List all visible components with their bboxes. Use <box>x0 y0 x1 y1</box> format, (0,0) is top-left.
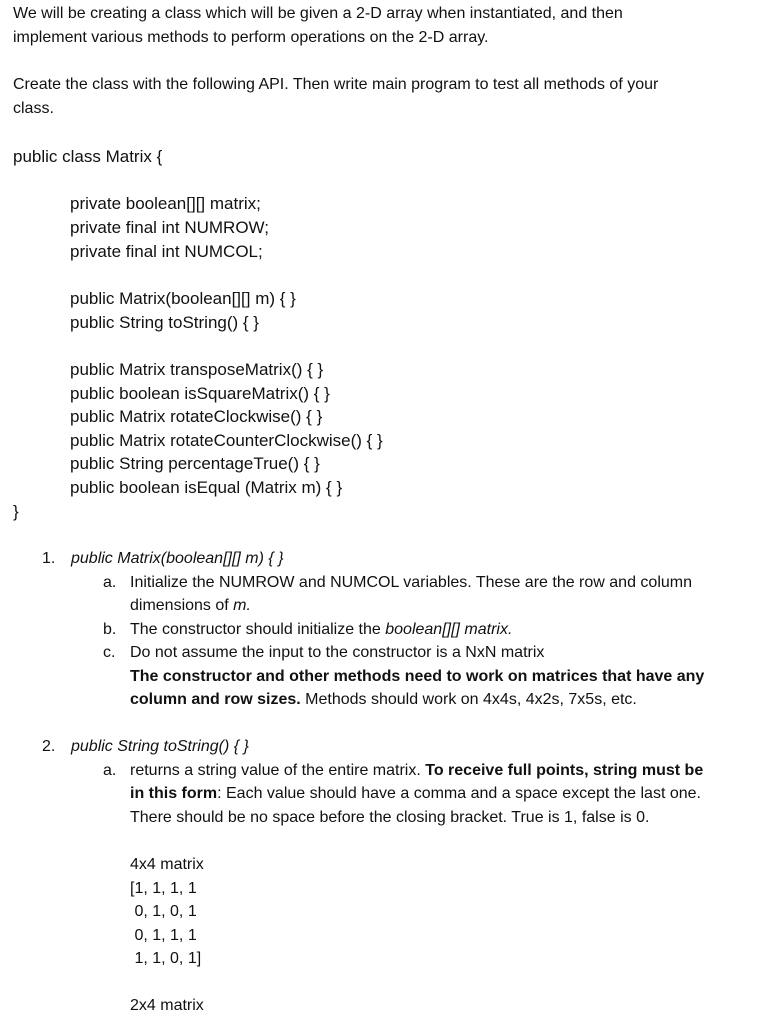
item-2a-line-3: There should be no space before the closing bracket. True is 1, false is 0. <box>130 809 650 826</box>
item-2-number: 2. <box>42 738 56 755</box>
example-row-1: [1, 1, 1, 1 <box>130 880 197 897</box>
intro-line-4: class. <box>13 100 54 117</box>
method-transpose: public Matrix transposeMatrix() { } <box>70 360 324 379</box>
field-numrow: private final int NUMROW; <box>70 218 270 237</box>
intro-line-3: Create the class with the following API. Then write main program to test all methods of your <box>13 76 659 93</box>
example-row-3: 0, 1, 1, 1 <box>130 927 197 944</box>
method-is-square: public boolean isSquareMatrix() { } <box>70 384 330 403</box>
method-rotate-cw: public Matrix rotateClockwise() { } <box>70 407 323 426</box>
item-1a-text: dimensions of <box>130 597 234 614</box>
item-1c-bold-line: The constructor and other methods need to work on matrices that have any <box>130 668 705 685</box>
item-1c-rest-text: Methods should work on 4x4s, 4x2s, 7x5s, etc. <box>300 691 637 708</box>
item-2a-marker: a. <box>103 762 117 779</box>
item-2-title: public String toString() { } <box>71 738 249 755</box>
item-2a-text: returns a string value of the entire matrix. <box>130 762 426 779</box>
item-2a-bold-text: To receive full points, string must be <box>425 762 704 779</box>
item-1c-line-3 <box>130 690 637 710</box>
item-2a-form-rest: : Each value should have a comma and a space except the last one. <box>217 785 701 802</box>
example-2x4-label: 2x4 matrix <box>130 997 204 1014</box>
example-4x4-label: 4x4 matrix <box>130 856 204 873</box>
item-1a-line-2 <box>130 596 251 616</box>
class-closing-brace: } <box>13 502 19 521</box>
item-1c-line-1: Do not assume the input to the constructor is a NxN matrix <box>130 644 545 661</box>
item-1a-line-1: Initialize the NUMROW and NUMCOL variables. These are the row and column <box>130 574 692 591</box>
class-declaration: public class Matrix { <box>13 147 163 166</box>
example-row-2: 0, 1, 0, 1 <box>130 903 197 920</box>
item-1b-line <box>130 620 512 640</box>
item-1b-emphasis: boolean[][] matrix. <box>385 621 513 638</box>
item-1-title: public Matrix(boolean[][] m) { } <box>71 550 284 567</box>
method-rotate-ccw: public Matrix rotateCounterClockwise() { } <box>70 431 383 450</box>
item-2a-line-2 <box>130 784 701 804</box>
item-1a-emphasis: m. <box>233 597 251 614</box>
method-is-equal: public boolean isEqual (Matrix m) { } <box>70 478 343 497</box>
ctor-signature: public Matrix(boolean[][] m) { } <box>70 289 296 308</box>
tostring-signature: public String toString() { } <box>70 313 259 332</box>
item-2a-bold-form: in this form <box>130 785 218 802</box>
field-numcol: private final int NUMCOL; <box>70 242 263 261</box>
example-row-4: 1, 1, 0, 1] <box>130 950 202 967</box>
item-1c-bold-text: column and row sizes. <box>130 691 301 708</box>
intro-line-2: implement various methods to perform operations on the 2-D array. <box>13 29 489 46</box>
item-1b-marker: b. <box>103 621 117 638</box>
item-1b-text: The constructor should initialize the <box>130 621 386 638</box>
field-matrix: private boolean[][] matrix; <box>70 194 261 213</box>
intro-line-1: We will be creating a class which will be given a 2-D array when instantiated, and then <box>13 5 623 22</box>
item-1-number: 1. <box>42 550 56 567</box>
method-percentage-true: public String percentageTrue() { } <box>70 454 320 473</box>
item-1c-marker: c. <box>103 644 116 661</box>
item-2a-line-1 <box>130 761 703 781</box>
item-1a-marker: a. <box>103 574 117 591</box>
